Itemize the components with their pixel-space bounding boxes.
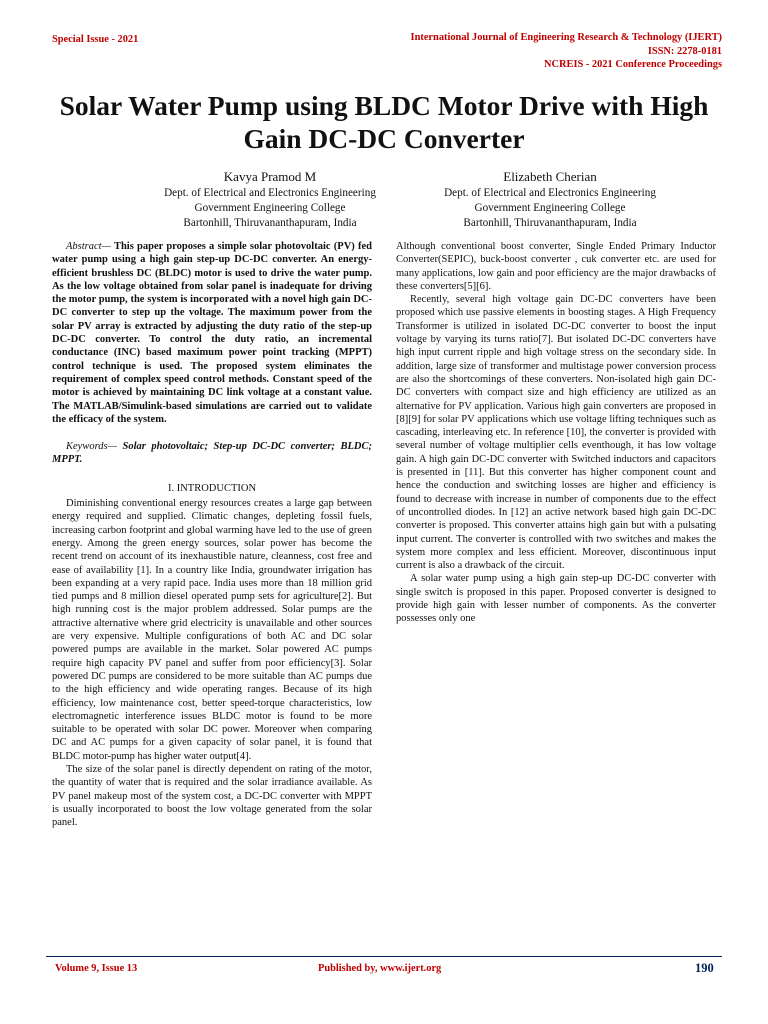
body-paragraph: Although conventional boost converter, Single Ended Primary Inductor Converter(SEPIC), buck-boost converter , cuk converter etc. are used for many applications, low gain and poor efficiency are the major drawbacks of these converters[5][6]. [396,241,716,292]
right-column [396,240,716,626]
abstract-text: This paper proposes a simple solar photovoltaic (PV) fed water pump using a high gain step-up DC-DC converter. An energy-efficient brushless DC (BLDC) motor is used to drive the water pump. As the low voltage obtained from solar panel is inadequate for driving the motor pump, the system is incorporated with a novel high gain DC-DC converter to step up the voltage. The maximum power from the solar PV array is extracted by adjusting the duty ratio of the step-up DC-DC converter. To control the duty ratio, an incremental conductance (INC) based maximum power point tracking (MPPT) control technique is used. The proposed system eliminates the requirement of complex speed control methods. Constant speed of the motor is achieved by maintaining DC link voltage at a constant value. The MATLAB/Simulink-based simulations are carried out to validate the efficacy of the system. [52,241,372,425]
page-number: 190 [695,961,714,975]
author-college: Government Engineering College [194,202,346,214]
author-department: Dept. of Electrical and Electronics Engineering [444,187,656,199]
author-name: Elizabeth Cherian [503,169,597,184]
keywords-text: Solar photovoltaic; Step-up DC-DC converter; BLDC; MPPT. [52,441,372,466]
header-journal-info [411,31,722,72]
abstract [52,240,372,426]
author-department: Dept. of Electrical and Electronics Engineering [164,187,376,199]
author-location: Bartonhill, Thiruvananthapuram, India [183,217,357,229]
author-college: Government Engineering College [474,202,626,214]
keywords-label: Keywords— [66,441,117,453]
keywords [52,440,372,467]
header-conference: NCREIS - 2021 Conference Proceedings [544,59,722,70]
section-heading-introduction: I. INTRODUCTION [167,482,257,494]
author-location: Bartonhill, Thiruvananthapuram, India [463,217,637,229]
header-issn: ISSN: 2278-0181 [647,45,722,57]
body-paragraph: The size of the solar panel is directly dependent on rating of the motor, the quantity of water that is required and the solar irradiance available. As PV panel makeup most of the system cost, a DC-DC converter with MPPT is usually incorporated to boost the low voltage generated from the solar panel. [52,763,372,829]
abstract-label: Abstract— [66,241,111,252]
left-column [52,240,372,829]
body-paragraph: A solar water pump using a high gain step-up DC-DC converter with single switch is proposed in this paper. Proposed converter is designed to provide high gain with lesser number of components. As the converter possesses only one [396,573,716,625]
header-journal-name: International Journal of Engineering Research & Technology (IJERT) [410,32,722,43]
body-paragraph: Recently, several high voltage gain DC-DC converters have been proposed which use passive elements in boosting stages. A High Frequency Transformer is utilized in isolated DC-DC converter to boost the input voltage by varying its turns ratio[7]. But isolated DC-DC converters have high input current ripple and high voltage stress on the secondary side. In addition, large size of transformer and multistage power conversion process are also the shortcomings of these converters. Non-isolated high gain DC-DC converters with compact size and high efficiency are utilized as an alternative for PV application. Various high gain converters are proposed in [8][9] for solar PV applications which use voltage lifting techniques such as cascading, interleaving etc. In reference [10], the converter is provided with several number of voltage multiplier cells eventhough, it has low voltage gain. A high gain DC-DC converter with Switched inductors and capacitors is presented in [11]. But this converter has higher component count and hence the conduction and switching losses are higher and efficiency is found to decrease with increase in number of components due to the effect of uncontrolled diodes. In [12] an active network based high gain DC-DC converter is proposed. This converter attains high gain but with a pulsating input current. The converter is controlled with two switches and makes the system more complex and less efficient. Moreover, discontinuous input current is also a drawback of the circuit. [396,294,716,572]
header-special-issue: Special Issue - 2021 [52,34,139,45]
footer-publisher: Published by, www.ijert.org [318,963,442,974]
footer-divider [46,956,722,957]
author-name: Kavya Pramod M [223,169,317,184]
body-paragraph: Diminishing conventional energy resources creates a large gap between energy required and supplied. Climatic changes, depleting fossil fuels, increasing carbon footprint and global warming have led to the use of green energy. Among the green energy sources, solar power has become the recent trend on account of its inexhaustible nature, cleanness, cost free and ease of availability [1]. In a country like India, groundwater irrigation has been expanding at a very rapid pace. India uses more than 18 million grid tied pumps and 8 million diesel operated pump sets for agriculture[2]. But high running cost is the major problem addressed. Solar pumps are the attractive alternative where grid electricity is unavailable and other sources are very expensive. Multiple configurations of both AC and DC solar powered pumps are available in the market. Solar powered AC pumps require high capacity PV panel and suffer from poor efficiency[3]. Solar powered DC pumps are considered to be more suitable than AC pumps due to the high efficiency and wide operating ranges. Because of its high efficiency, low maintenance cost, better speed-torque characteristics, low electromagnetic interference issues BLDC motor is found to be more suitable to be operated with solar DC power. Moreover when comparing DC and AC pumps for a given capacity of solar panel, it is found that BLDC motor-pump has higher water output[4]. [52,498,372,762]
footer-volume: Volume 9, Issue 13 [55,963,138,974]
author-block-1 [120,168,420,231]
author-block-2 [400,168,700,231]
paper-title: Solar Water Pump using BLDC Motor Drive with High Gain DC-DC Converter [59,90,709,154]
